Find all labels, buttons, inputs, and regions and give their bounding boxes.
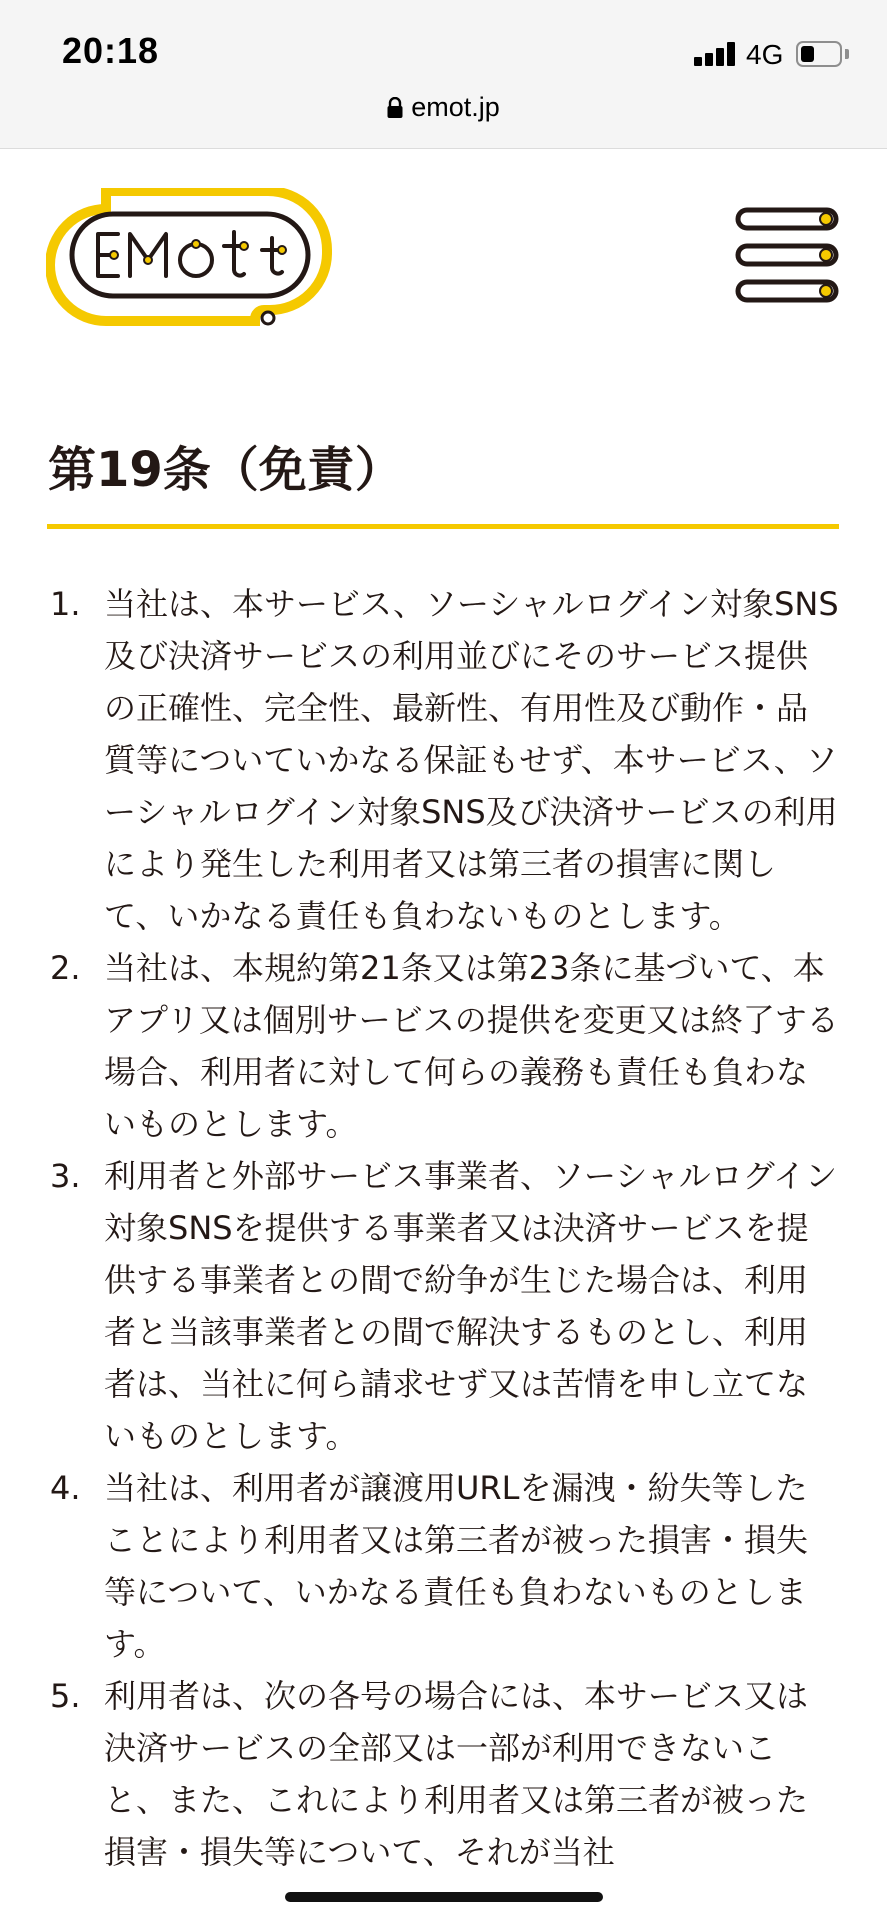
- network-type: 4G: [746, 39, 784, 70]
- item-number: 3.: [50, 1157, 81, 1195]
- address-bar[interactable]: [0, 92, 887, 126]
- list-item: [48, 1150, 848, 1462]
- item-text: 当社は、本規約第21条又は第23条に基づいて、本アプリ又は個別サービスの提供を変更又は終了する場合、利用者に対して何らの義務も責任も負わないものとします。: [104, 949, 839, 1143]
- item-text: 利用者は、次の各号の場合には、本サービス又は決済サービスの全部又は一部が利用できないこと、また、これにより利用者又は第三者が被った損害・損失等について、それが当社: [104, 1677, 809, 1871]
- list-item: [48, 942, 848, 1150]
- cellular-signal-icon: [694, 42, 738, 66]
- item-number: 4.: [50, 1469, 81, 1507]
- item-number: 1.: [50, 585, 81, 623]
- item-number: 2.: [50, 949, 81, 987]
- terms-list: [48, 578, 848, 1878]
- list-item: [48, 1670, 848, 1878]
- emot-logo[interactable]: [46, 188, 334, 326]
- title-underline: [47, 524, 839, 529]
- list-item: [48, 578, 848, 942]
- home-indicator[interactable]: [285, 1892, 603, 1902]
- item-text: 利用者と外部サービス事業者、ソーシャルログイン対象SNSを提供する事業者又は決済サービスを提供する事業者との間で紛争が生じた場合は、利用者と当該事業者との間で解決するものとし、利用者は、当社に何ら請求せず又は苦情を申し立てないものとします。: [104, 1157, 838, 1455]
- list-item: [48, 1462, 848, 1670]
- clock: 20:18: [62, 30, 160, 71]
- status-bar: [0, 0, 887, 149]
- page-title: 第19条（免責）: [48, 442, 403, 498]
- battery-icon: [796, 41, 842, 67]
- lock-icon: [387, 95, 403, 126]
- item-text: 当社は、利用者が譲渡用URLを漏洩・紛失等したことにより利用者又は第三者が被った損害・損失等について、いかなる責任も負わないものとします。: [104, 1469, 809, 1663]
- item-number: 5.: [50, 1677, 81, 1715]
- url-text: emot.jp: [411, 92, 500, 122]
- hamburger-menu-icon[interactable]: [735, 205, 841, 305]
- item-text: 当社は、本サービス、ソーシャルログイン対象SNS及び決済サービスの利用並びにそのサービス提供の正確性、完全性、最新性、有用性及び動作・品質等についていかなる保証もせず、本サービス、ソーシャルログイン対象SNS及び決済サービスの利用により発生した利用者又は第三者の損害に関して、いかなる責任も負わないものとします。: [104, 585, 839, 935]
